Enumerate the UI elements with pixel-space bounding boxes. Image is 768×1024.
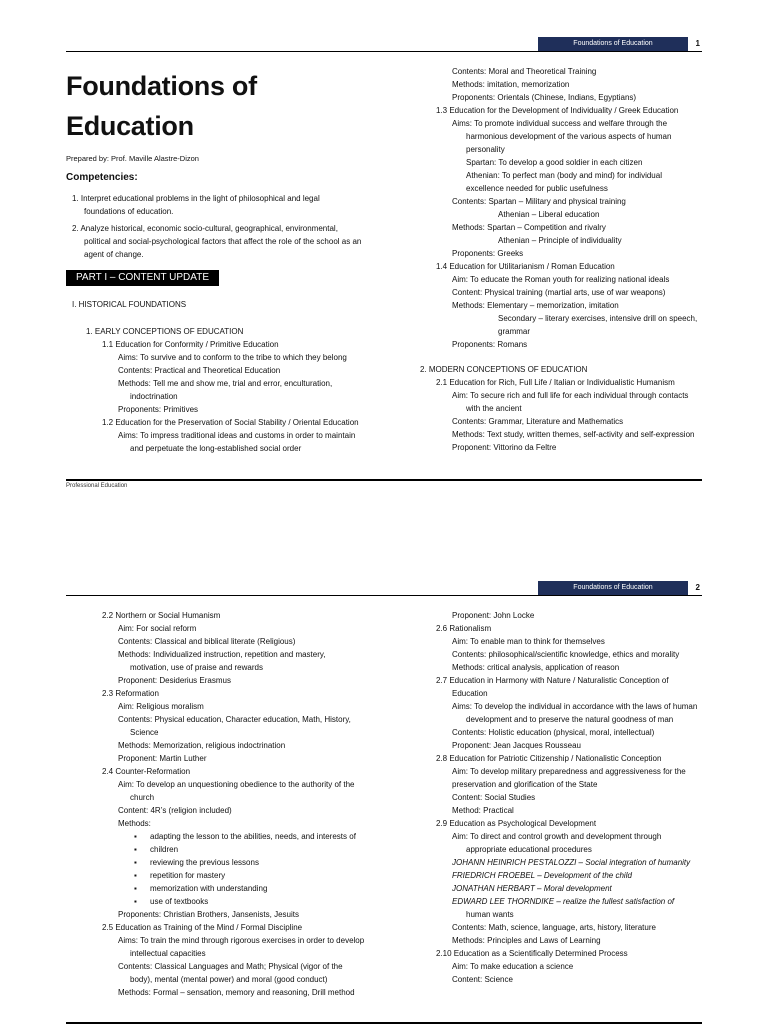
text-line: EDWARD LEE THORNDIKE – realize the fullest satisfaction of xyxy=(452,897,675,906)
text-line: FRIEDRICH FROEBEL – Development of the child xyxy=(452,871,632,880)
doc-title-line2: Education xyxy=(66,111,194,141)
text-line: Proponent: Jean Jacques Rousseau xyxy=(452,741,581,750)
text-line: Proponents: Orientals (Chinese, Indians, Egyptians) xyxy=(452,93,637,102)
list-item: ▪ adapting the lesson to the abilities, needs, and interests of xyxy=(134,830,386,843)
right-column xyxy=(416,65,706,454)
text-line: Methods: Individualized instruction, repetition and mastery, xyxy=(118,650,326,659)
competency-1-line2: foundations of education. xyxy=(84,207,174,216)
section-heading: I. HISTORICAL FOUNDATIONS xyxy=(72,300,187,309)
list-item: ▪ use of textbooks xyxy=(134,895,386,908)
text-line: Methods: imitation, memorization xyxy=(452,80,570,89)
methods-bullet-list xyxy=(134,830,386,908)
text-line: Methods: Principles and Laws of Learning xyxy=(452,936,601,945)
list-item: ▪ reviewing the previous lessons xyxy=(134,856,386,869)
text-line: Aim: To direct and control growth and development through xyxy=(452,832,662,841)
text-line: with the ancient xyxy=(466,404,522,413)
topic-heading: 2.1 Education for Rich, Full Life / Italian or Individualistic Humanism xyxy=(436,378,675,387)
text-line: harmonious development of the various aspects of human xyxy=(466,132,672,141)
text-line: Method: Practical xyxy=(452,806,514,815)
topic-heading: 2.4 Counter-Reformation xyxy=(102,767,191,776)
left-column xyxy=(66,66,376,455)
header-label: Foundations of Education xyxy=(538,37,688,51)
topic-heading: 1.2 Education for the Preservation of Social Stability / Oriental Education xyxy=(102,418,359,427)
text-line: Secondary – literary exercises, intensive drill on speech, xyxy=(498,314,698,323)
text-line: Contents: Classical and biblical literate (Religious) xyxy=(118,637,296,646)
text-line: Methods: xyxy=(118,819,151,828)
header-rule xyxy=(66,595,702,596)
text-line: Contents: Moral and Theoretical Training xyxy=(452,67,597,76)
page-number: 2 xyxy=(695,583,700,592)
part-heading-bar: PART I – CONTENT UPDATE xyxy=(66,270,219,286)
list-item-continuation xyxy=(134,843,386,856)
footer-label: Professional Education xyxy=(66,483,128,489)
topic-heading: 2.8 Education for Patriotic Citizenship / Nationalistic Conception xyxy=(436,754,662,763)
text-line: Aim: Religious moralism xyxy=(118,702,204,711)
list-item: ▪ repetition for mastery xyxy=(134,869,386,882)
topic-heading: 2.5 Education as Training of the Mind / Formal Discipline xyxy=(102,923,303,932)
text-line: Athenian: To perfect man (body and mind) for individual xyxy=(466,171,662,180)
text-line: intellectual capacities xyxy=(130,949,206,958)
page-number: 1 xyxy=(695,39,700,48)
competency-2-line2: political and social-psychological factors that affect the role of the school as an xyxy=(84,237,362,246)
text-line: Spartan: To develop a good soldier in each citizen xyxy=(466,158,643,167)
text-line: Proponents: Primitives xyxy=(118,405,199,414)
text-line: Contents: Holistic education (physical, moral, intellectual) xyxy=(452,728,655,737)
text-line: church xyxy=(130,793,155,802)
text-line: Contents: Classical Languages and Math; Physical (vigor of the xyxy=(118,962,343,971)
text-line: Contents: Practical and Theoretical Education xyxy=(118,366,281,375)
text-line: Aim: To secure rich and full life for each individual through contacts xyxy=(452,391,689,400)
text-line: and perpetuate the long-established social order xyxy=(130,444,302,453)
competency-1-line1: 1. Interpret educational problems in the light of philosophical and legal xyxy=(72,194,320,203)
competency-2-line3: agent of change. xyxy=(84,250,144,259)
text-line: Aim: To educate the Roman youth for realizing national ideals xyxy=(452,275,670,284)
text-line: grammar xyxy=(498,327,531,336)
text-line: appropriate educational procedures xyxy=(466,845,592,854)
text-line: Education xyxy=(452,689,488,698)
text-line: Contents: Math, science, language, arts, history, literature xyxy=(452,923,656,932)
text-line: Aim: To make education a science xyxy=(452,962,574,971)
text-line: Aim: For social reform xyxy=(118,624,197,633)
topic-heading: 1.4 Education for Utilitarianism / Roman Education xyxy=(436,262,615,271)
text-line: JONATHAN HERBART – Moral development xyxy=(452,884,612,893)
topic-heading: 2.9 Education as Psychological Development xyxy=(436,819,597,828)
text-line: Methods: critical analysis, application of reason xyxy=(452,663,620,672)
topic-heading: 2.3 Reformation xyxy=(102,689,159,698)
text-line: JOHANN HEINRICH PESTALOZZI – Social integration of humanity xyxy=(452,858,691,867)
left-column xyxy=(66,609,386,999)
topic-heading: 2.7 Education in Harmony with Nature / Naturalistic Conception of xyxy=(436,676,669,685)
topic-heading: 2.6 Rationalism xyxy=(436,624,492,633)
text-line: Aims: To develop the individual in accordance with the laws of human xyxy=(452,702,698,711)
text-line: Aim: To enable man to think for themselves xyxy=(452,637,605,646)
text-line: human wants xyxy=(466,910,514,919)
text-line: development and to preserve the natural goodness of man xyxy=(466,715,674,724)
header-rule xyxy=(66,51,702,52)
text-line: Proponent: Martin Luther xyxy=(118,754,207,763)
topic-heading: 1.1 Education for Conformity / Primitive Education xyxy=(102,340,279,349)
text-line: motivation, use of praise and rewards xyxy=(130,663,263,672)
subsection-heading: 1. EARLY CONCEPTIONS OF EDUCATION xyxy=(86,327,244,336)
text-line: Content: Physical training (martial arts, use of war weapons) xyxy=(452,288,666,297)
text-line: Methods: Formal – sensation, memory and reasoning, Drill method xyxy=(118,988,355,997)
text-line: Proponents: Greeks xyxy=(452,249,524,258)
footer-rule xyxy=(66,1022,702,1024)
text-line: Aims: To impress traditional ideas and customs in order to maintain xyxy=(118,431,356,440)
text-line: excellence needed for public usefulness xyxy=(466,184,608,193)
header-label: Foundations of Education xyxy=(538,581,688,595)
text-line: Proponent: Desiderius Erasmus xyxy=(118,676,231,685)
text-line: preservation and glorification of the State xyxy=(452,780,598,789)
text-line: Aim: To develop military preparedness and aggressiveness for the xyxy=(452,767,686,776)
prepared-by: Prepared by: Prof. Maville Alastre-Dizon xyxy=(66,154,199,163)
text-line: Methods: Tell me and show me, trial and error, enculturation, xyxy=(118,379,333,388)
text-line: Methods: Spartan – Competition and rivalry xyxy=(452,223,606,232)
text-line: body), mental (mental power) and moral (good conduct) xyxy=(130,975,328,984)
text-line: Methods: Memorization, religious indoctrination xyxy=(118,741,286,750)
text-line: Content: Science xyxy=(452,975,513,984)
text-line: Aims: To train the mind through rigorous exercises in order to develop xyxy=(118,936,365,945)
text-line: Methods: Text study, written themes, self-activity and self-expression xyxy=(452,430,695,439)
doc-title-line1: Foundations of xyxy=(66,71,257,101)
topic-heading: 2.2 Northern or Social Humanism xyxy=(102,611,221,620)
text-line: Contents: Grammar, Literature and Mathematics xyxy=(452,417,624,426)
text-line: children xyxy=(150,845,179,854)
right-column xyxy=(416,609,706,986)
text-line: Aims: To promote individual success and welfare through the xyxy=(452,119,668,128)
text-line: Proponents: Romans xyxy=(452,340,528,349)
text-line: Proponent: John Locke xyxy=(452,611,535,620)
topic-heading: 1.3 Education for the Development of Individuality / Greek Education xyxy=(436,106,679,115)
text-line: personality xyxy=(466,145,505,154)
subsection-heading: 2. MODERN CONCEPTIONS OF EDUCATION xyxy=(420,365,588,374)
text-line: Methods: Elementary – memorization, imitation xyxy=(452,301,619,310)
text-line: Contents: philosophical/scientific knowledge, ethics and morality xyxy=(452,650,680,659)
text-line: Athenian – Principle of individuality xyxy=(498,236,622,245)
text-line: Contents: Spartan – Military and physical training xyxy=(452,197,626,206)
text-line: Aim: To develop an unquestioning obedience to the authority of the xyxy=(118,780,355,789)
list-item: ▪ memorization with understanding xyxy=(134,882,386,895)
topic-heading: 2.10 Education as a Scientifically Determined Process xyxy=(436,949,628,958)
text-line: indoctrination xyxy=(130,392,178,401)
competencies-heading: Competencies: xyxy=(66,172,138,183)
text-line: Proponents: Christian Brothers, Jansenists, Jesuits xyxy=(118,910,299,919)
page-2 xyxy=(0,512,768,1024)
text-line: Science xyxy=(130,728,159,737)
text-line: Proponent: Vittorino da Feltre xyxy=(452,443,557,452)
text-line: Aims: To survive and to conform to the tribe to which they belong xyxy=(118,353,347,362)
text-line: Content: 4R’s (religion included) xyxy=(118,806,232,815)
competency-2-line1: 2. Analyze historical, economic socio-cultural, geographical, environmental, xyxy=(72,224,338,233)
text-line: Content: Social Studies xyxy=(452,793,536,802)
text-line: Athenian – Liberal education xyxy=(498,210,600,219)
text-line: Contents: Physical education, Character education, Math, History, xyxy=(118,715,351,724)
footer-rule xyxy=(66,479,702,481)
